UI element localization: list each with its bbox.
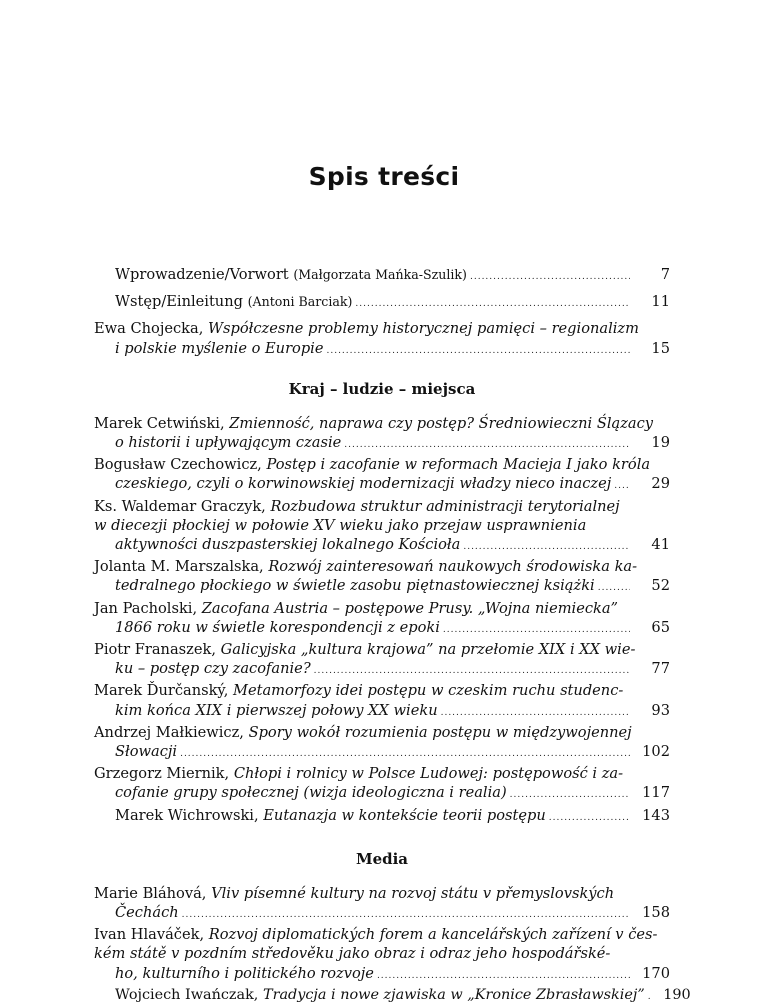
entry-author: Bogusław Czechowicz, xyxy=(94,456,262,474)
page-title: Spis treści xyxy=(308,162,460,191)
entry-title-line: Galicyjska „kultura krajowa” na przełomie XIX i XX wie- xyxy=(220,641,636,659)
entry-author: Jolanta M. Marszalska, xyxy=(94,558,264,576)
entry-page: 19 xyxy=(651,434,670,452)
entry-author: Grzegorz Miernik, xyxy=(94,765,230,783)
entry-title-line: Współczesne problemy historycznej pamięci – regionalizm xyxy=(208,320,639,338)
entry-page: 117 xyxy=(642,784,670,802)
entry-title-line: ho, kulturního i politického rozvoje xyxy=(115,964,374,982)
entry-page: 158 xyxy=(642,904,670,922)
toc-entry xyxy=(94,599,670,640)
entry-title-line: Słowacji xyxy=(115,743,178,761)
entry-title-line: Zmienność, naprawa czy postęp? Średniowieczni Ślązacy xyxy=(229,414,654,432)
entry-title-line: 1866 roku w świetle korespondencji z epoki xyxy=(115,618,440,636)
entry-editor: (Małgorzata Mańka-Szulik) xyxy=(293,267,467,282)
entry-title-line: Postęp i zacofanie w reformach Macieja I jako króla xyxy=(266,456,651,474)
entry-page: 11 xyxy=(651,293,670,311)
entry-author: Ewa Chojecka, xyxy=(94,320,204,338)
entry-author: Marek Cetwiński, xyxy=(94,414,225,432)
entry-editor: (Antoni Barciak) xyxy=(247,294,353,310)
entry-author: Marie Bláhová, xyxy=(94,884,207,902)
entry-title-line: Rozbudowa struktur administracji terytorialnej xyxy=(270,497,620,515)
entry-author: Wstęp/Einleitung xyxy=(115,293,243,311)
entry-page: 170 xyxy=(642,964,670,982)
entry-page: 77 xyxy=(651,660,670,678)
toc-entry xyxy=(94,414,670,455)
entry-title-line: cofanie grupy społecznej (wizja ideologiczna i realia) xyxy=(115,784,507,802)
entry-page: 65 xyxy=(651,618,670,636)
entry-author: Ks. Waldemar Graczyk, xyxy=(94,497,266,515)
entry-title-line: Vliv písemné kultury na rozvoj státu v přemyslovských xyxy=(211,884,615,902)
entry-title-line: czeskiego, czyli o korwinowskiej modernizacji władzy nieco inaczej xyxy=(115,475,612,493)
toc-entry xyxy=(94,319,670,360)
entry-author: Wojciech Iwańczak, xyxy=(115,986,259,1003)
toc-entry xyxy=(94,681,670,722)
entry-title-line: Chłopi i rolnicy w Polsce Ludowej: postępowość i za- xyxy=(233,765,624,783)
entry-author: Marek Wichrowski, xyxy=(115,806,259,824)
toc-entry xyxy=(94,986,691,1007)
entry-page: 102 xyxy=(642,743,670,761)
toc-entry xyxy=(94,723,670,764)
entry-title-line: aktywności duszpasterskiej lokalnego Kościoła xyxy=(115,536,461,554)
entry-title-line: tedralnego płockiego w świetle zasobu piętnastowiecznej książki xyxy=(115,577,595,595)
entry-title-line: kém státě v pozdním středověku jako obraz i odraz jeho hospodářské- xyxy=(94,945,611,963)
toc-intro xyxy=(94,265,691,1007)
entry-title-line: Čechách xyxy=(115,904,179,922)
entry-title-line: Tradycja i nowe zjawiska w „Kronice Zbrasławskiej” xyxy=(262,986,645,1003)
section-heading: Media xyxy=(355,849,409,868)
toc-entry xyxy=(94,806,670,828)
entry-title-line: kim końca XIX i pierwszej połowy XX wieku xyxy=(115,701,438,719)
entry-page: 52 xyxy=(651,577,670,595)
entry-title-line: Spory wokół rozumienia postępu w międzywojennej xyxy=(248,723,632,741)
entry-author: Piotr Franaszek, xyxy=(94,641,216,659)
entry-page: 190 xyxy=(663,986,691,1003)
entry-page: 15 xyxy=(651,339,670,357)
section-heading: Kraj – ludzie – miejsca xyxy=(288,379,476,398)
entry-page: 41 xyxy=(651,536,670,554)
entry-page: 29 xyxy=(651,475,670,493)
entry-title-line: Eutanazja w kontekście teorii postępu xyxy=(263,806,546,824)
toc-entry xyxy=(94,557,670,598)
toc-entry xyxy=(94,292,670,314)
entry-title-line: Zacofana Austria – postępowe Prusy. „Wojna niemiecka” xyxy=(201,599,619,617)
entry-title-line: w diecezji płockiej w połowie XV wieku jako przejaw usprawnienia xyxy=(94,516,587,534)
entry-title-line: Metamorfozy idei postępu w czeskim ruchu studenc- xyxy=(233,682,624,700)
toc-entry xyxy=(94,265,670,287)
toc-entry xyxy=(94,640,670,681)
toc-entry xyxy=(94,764,670,805)
entry-page: 143 xyxy=(642,806,670,824)
entry-title-line: Rozvoj diplomatických forem a kancelářských zařízení v čes- xyxy=(208,926,658,944)
entry-author: Jan Pacholski, xyxy=(94,599,198,617)
entry-title-line: o historii i upływającym czasie xyxy=(115,434,342,452)
toc-entry xyxy=(94,884,670,925)
entry-page: 7 xyxy=(660,266,670,283)
entry-author: Wprowadzenie/Vorwort xyxy=(115,266,289,283)
toc-entry xyxy=(94,455,670,496)
entry-author: Marek Ďurčanský, xyxy=(94,682,229,700)
entry-author: Ivan Hlaváček, xyxy=(94,926,205,944)
entry-title-line: Rozwój zainteresowań naukowych środowiska ka- xyxy=(268,558,638,576)
toc-entry xyxy=(94,497,670,558)
entry-author: Andrzej Małkiewicz, xyxy=(94,723,244,741)
toc-entry xyxy=(94,925,670,986)
entry-title-line: ku – postęp czy zacofanie? xyxy=(115,660,311,678)
entry-page: 93 xyxy=(651,701,670,719)
entry-title-line: i polskie myślenie o Europie xyxy=(115,339,324,357)
